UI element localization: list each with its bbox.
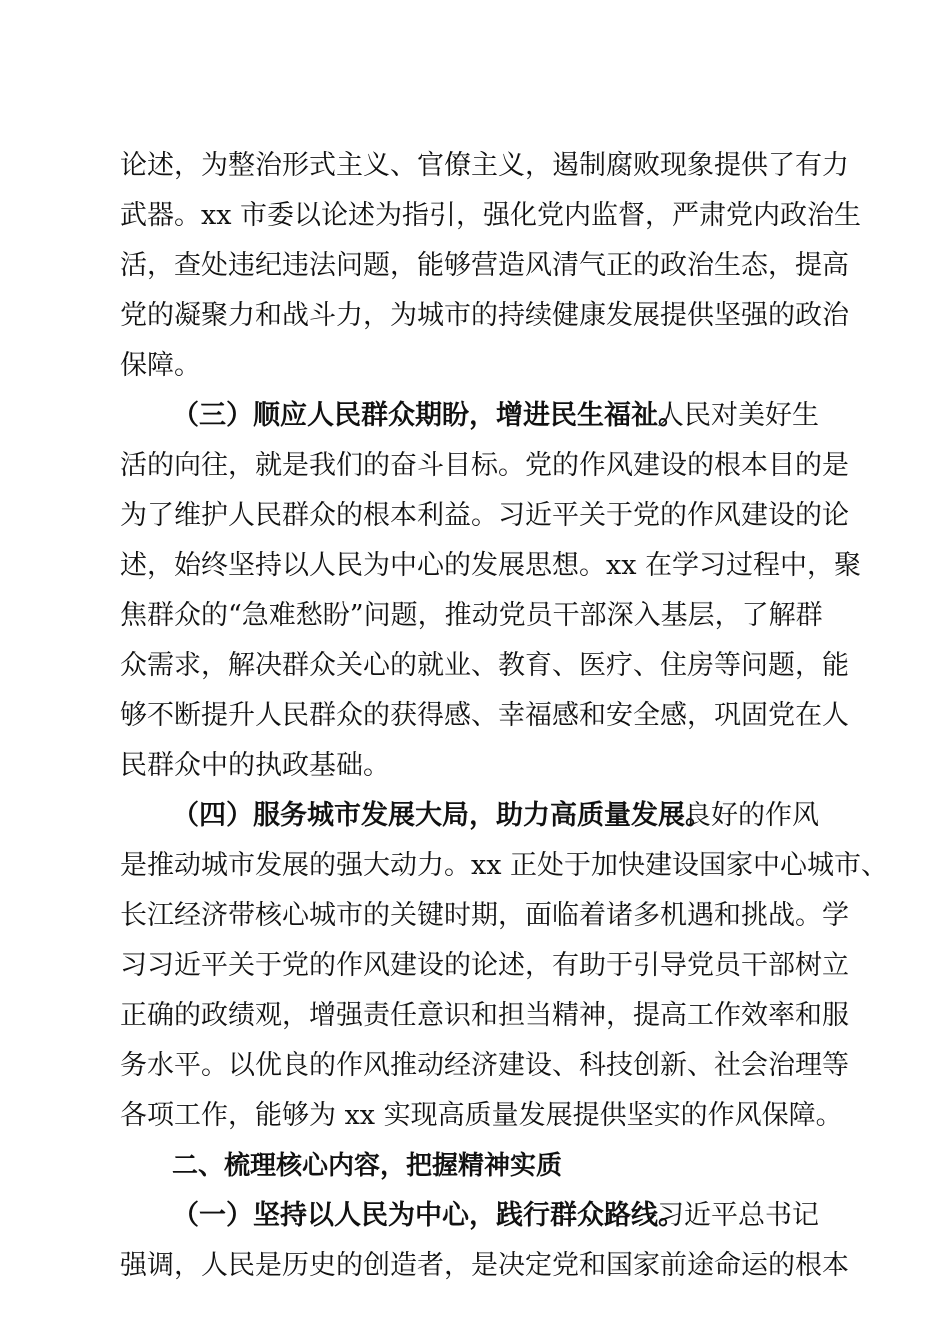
text-line: 活的向往，就是我们的奋斗目标。党的作风建设的根本目的是 [120, 450, 849, 481]
text-line: 民群众中的执政基础。 [120, 750, 390, 781]
text-line: 活，查处违纪违法问题，能够营造风清气正的政治生态，提高 [120, 250, 849, 281]
text-line: 焦群众的“急难愁盼”问题，推动党员干部深入基层，了解群 [120, 600, 823, 631]
text-line: 保障。 [120, 350, 201, 381]
section-title: （一）坚持以人民为中心，践行群众路线。 [172, 1200, 685, 1231]
text-line: 为了维护人民群众的根本利益。习近平关于党的作风建设的论 [120, 500, 849, 531]
text-line: 务水平。以优良的作风推动经济建设、科技创新、社会治理等 [120, 1050, 849, 1081]
text-line: 人民对美好生 [657, 400, 819, 431]
text-line: 强调，人民是历史的创造者，是决定党和国家前途命运的根本 [120, 1250, 849, 1281]
text-line-row [0, 1244, 950, 1288]
section-title: （四）服务城市发展大局，助力高质量发展。 [172, 800, 712, 831]
text-line: 正确的政绩观，增强责任意识和担当精神，提高工作效率和服 [120, 1000, 849, 1031]
text-line: 习近平总书记 [657, 1200, 819, 1231]
text-line: 众需求，解决群众关心的就业、教育、医疗、住房等问题，能 [120, 650, 849, 681]
text-line: 各项工作，能够为 xx 实现高质量发展提供坚实的作风保障。 [120, 1100, 843, 1131]
text-line: 述，始终坚持以人民为中心的发展思想。xx 在学习过程中，聚 [120, 550, 862, 581]
chapter-heading [0, 1144, 950, 1188]
text-line: 长江经济带核心城市的关键时期，面临着诸多机遇和挑战。学 [120, 900, 849, 931]
text-line: 武器。xx 市委以论述为指引，强化党内监督，严肃党内政治生 [120, 200, 862, 231]
text-line: 习习近平关于党的作风建设的论述，有助于引导党员干部树立 [120, 950, 849, 981]
text-line: 良好的作风 [684, 800, 819, 831]
text-line: 党的凝聚力和战斗力，为城市的持续健康发展提供坚强的政治 [120, 300, 849, 331]
chapter-title: 二、梳理核心内容，把握精神实质 [172, 1151, 563, 1181]
text-line: 够不断提升人民群众的获得感、幸福感和安全感，巩固党在人 [120, 700, 849, 731]
text-line: 论述，为整治形式主义、官僚主义，遏制腐败现象提供了有力 [120, 150, 849, 181]
section-title: （三）顺应人民群众期盼，增进民生福祉。 [172, 400, 685, 431]
text-line: 是推动城市发展的强大动力。xx 正处于加快建设国家中心城市、 [120, 850, 889, 881]
